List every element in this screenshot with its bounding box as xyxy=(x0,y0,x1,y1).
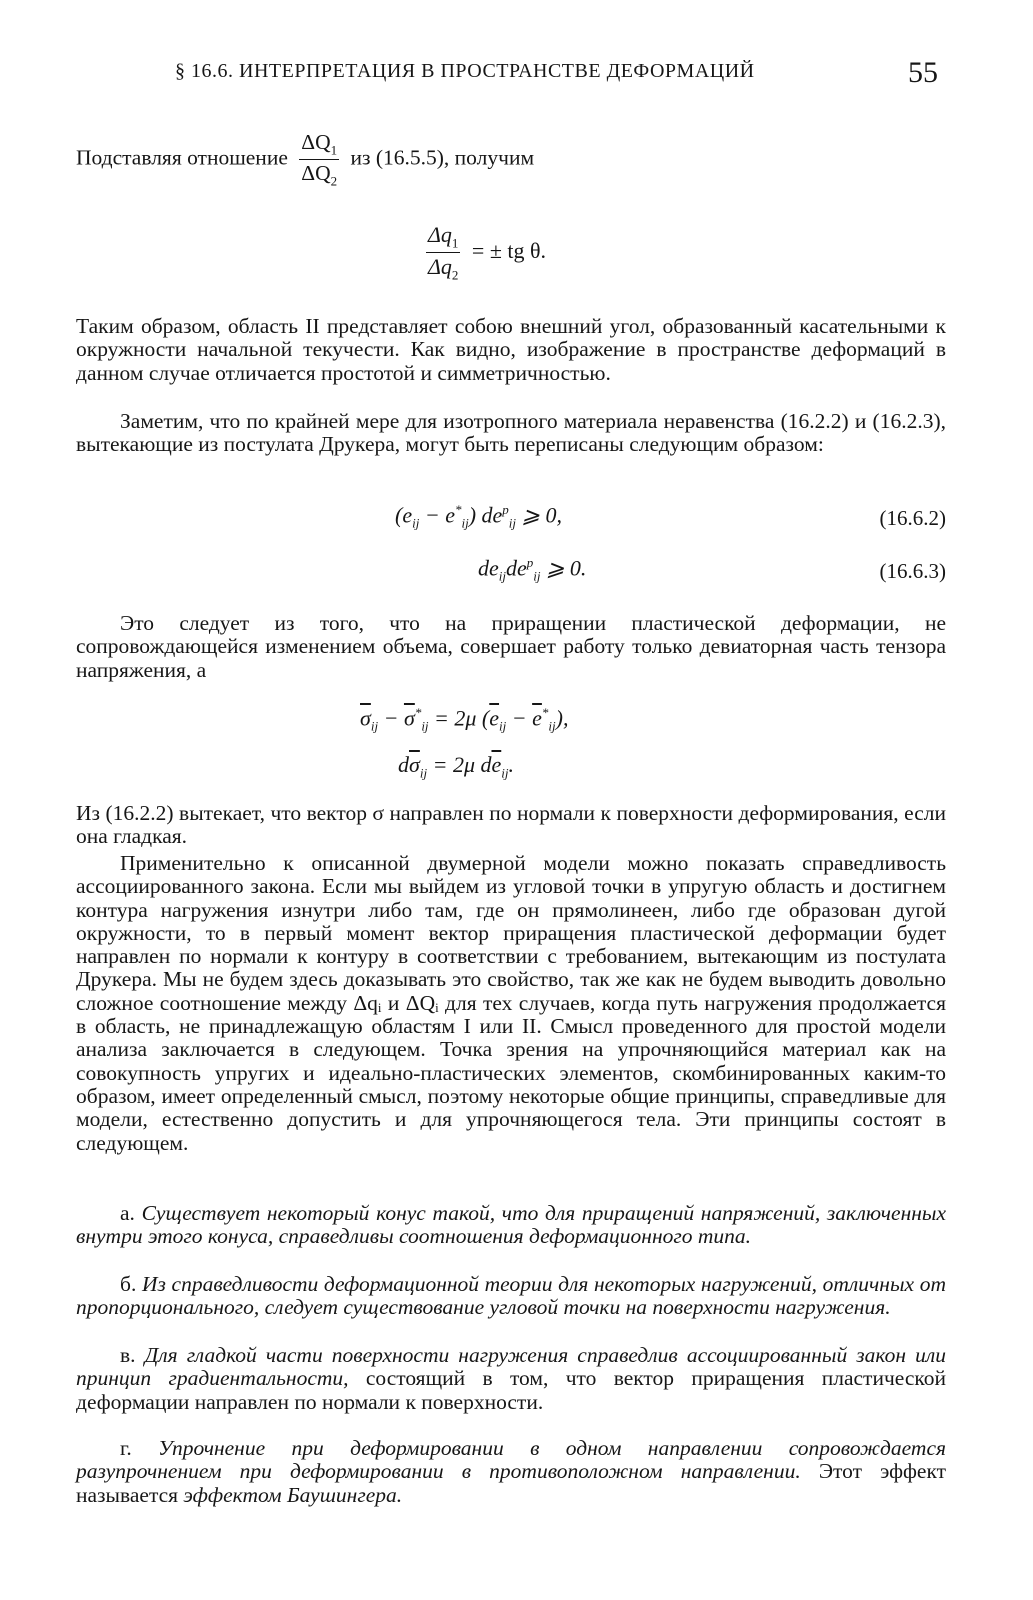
principle-b-text: Из справедливости деформационной теории для некоторых нагружений, отличных от пропорционального, следует существование угловой точки на поверхности нагружения. xyxy=(76,1272,946,1320)
frac-den-sub: 2 xyxy=(330,173,338,189)
frac-num-sub: 1 xyxy=(330,142,338,158)
principle-a-text: Существует некоторый конус такой, что для приращений напряжений, заключенных внутри этого конуса, справедливы соотношения деформационного типа. xyxy=(76,1201,947,1249)
principle-g xyxy=(76,1437,946,1507)
eq1-den: Δq xyxy=(428,254,452,280)
page-number: 55 xyxy=(908,56,938,89)
paragraph-3-block xyxy=(76,612,946,682)
paragraph-5-block xyxy=(76,852,946,1155)
equation-deviator-2: $d\overline{\sigma}_{ij} = 2\mu$ $d\overline{e}_{ij}$. xyxy=(398,752,514,781)
equation-deviator-1: $\overline{\sigma}_{ij} - \overline{\sigma}^*_{ij} = 2\mu$ $(\overline{e}_{ij} - \overline{e}^*_{ij})$, xyxy=(360,705,569,734)
principle-v xyxy=(76,1344,946,1414)
paragraph-2: Заметим, что по крайней мере для изотропного материала неравенства (16.2.2) и (16.2.3), вытекающие из постулата Друкера, могут быть переписаны следующим образом: xyxy=(76,409,946,457)
eq1-fraction xyxy=(426,222,460,284)
paragraph-1-block xyxy=(76,315,946,385)
principle-a xyxy=(76,1202,946,1249)
principle-g-italic2: эффектом Баушингера. xyxy=(183,1482,403,1507)
equation-ratio xyxy=(420,222,546,284)
eq1-rhs: = ± tg θ. xyxy=(471,237,547,263)
equation-16-6-2: $(e_{ij} - e^*_{ij})$ $de^p_{ij}$ ⩾ 0, xyxy=(395,502,562,531)
eq-number-16-6-2: (16.6.2) xyxy=(879,506,946,530)
intro-fraction xyxy=(299,130,339,190)
principle-g-italic: Упрочнение при деформировании в одном направлении сопровождается разупрочнением при деформировании в противоположном направлении. xyxy=(76,1436,946,1484)
paragraph-4: Из (16.2.2) вытекает, что вектор σ направлен по нормали к поверхности деформирования, если она гладкая. xyxy=(76,801,946,849)
header-title: § 16.6. ИНТЕРПРЕТАЦИЯ В ПРОСТРАНСТВЕ ДЕФОРМАЦИЙ xyxy=(175,60,755,82)
intro-after: из (16.5.5), получим xyxy=(350,145,535,170)
principle-v-italic: Для гладкой части поверхности нагружения справедлив ассоциированный закон или принцип градиентальности, xyxy=(76,1343,946,1391)
frac-den: ΔQ xyxy=(301,161,331,186)
principle-g-plain: Этот эффект называется xyxy=(76,1459,947,1507)
frac-num: ΔQ xyxy=(301,130,331,154)
paragraph-1: Таким образом, область II представляет собою внешний угол, образованный касательными к окружности начальной текучести. Как видно, изображение в пространстве деформаций в данном случае отличается простотой и симметричностью. xyxy=(76,314,946,385)
principle-b-label: б. xyxy=(120,1272,137,1296)
principle-g-label: г. xyxy=(120,1436,132,1460)
eq1-num-sub: 1 xyxy=(451,235,459,251)
eq-number-16-6-3: (16.6.3) xyxy=(879,559,946,583)
eq1-den-sub: 2 xyxy=(451,267,459,283)
principle-v-plain: состоящий в том, что вектор приращения пластической деформации направлен по нормали к поверхности. xyxy=(76,1366,947,1414)
paragraph-4-block xyxy=(76,802,946,849)
paragraph-3: Это следует из того, что на приращении пластической деформации, не сопровождающейся изменением объема, совершает работу только девиаторная часть тензора напряжения, а xyxy=(76,611,946,682)
intro-before: Подставляя отношение xyxy=(76,145,288,170)
paragraph-2-block xyxy=(76,410,946,457)
eq1-num: Δq xyxy=(428,222,452,247)
principle-a-label: а. xyxy=(120,1201,135,1225)
equation-16-6-3: $de_{ij}de^p_{ij}$ ⩾ 0. xyxy=(478,555,587,584)
principle-b xyxy=(76,1273,946,1320)
intro-line xyxy=(76,130,534,190)
paragraph-5: Применительно к описанной двумерной модели можно показать справедливость ассоциированного закона. Если мы выйдем из угловой точки в упругую область и достигнем контура нагружения изнутри либо там, где он прямолинеен, либо где образован дугой окружности, то в первый момент вектор приращения пластической деформации будет направлен по нормали к контуру в соответствии с требованием, вытекающим из постулата Друкера. Мы не будем здесь доказывать это свойство, так же как не будем выводить довольно сложное соотношение между Δqᵢ и ΔQᵢ для тех случаев, когда путь нагружения продолжается в область, не принадлежащую областям I или II. Смысл проведенного для простой модели анализа заключается в следующем. Точка зрения на упрочняющийся материал как на совокупность упругих и идеально-пластических элементов, скомбинированных каким-то образом, имеет определенный смысл, поэтому некоторые общие принципы, справедливые для модели, естественно допустить и для упрочняющегося тела. Эти принципы состоят в следующем. xyxy=(76,851,946,1155)
running-header xyxy=(175,56,938,89)
principle-v-label: в. xyxy=(120,1343,136,1367)
